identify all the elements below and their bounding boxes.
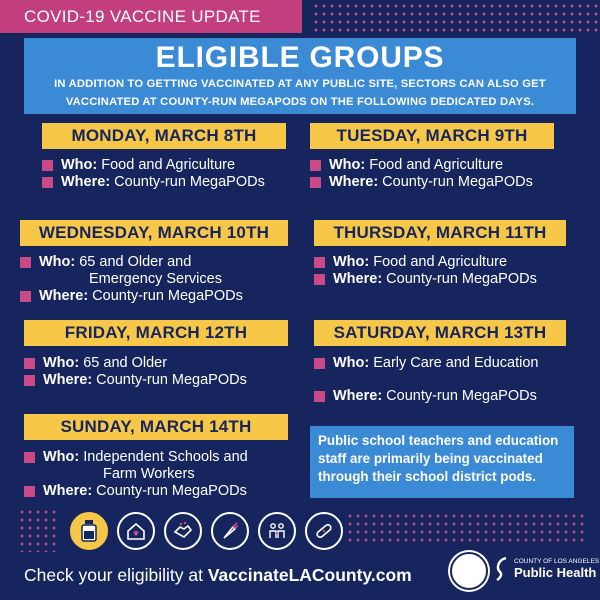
who-entry — [24, 355, 288, 372]
who-entry — [42, 157, 286, 174]
who-text: Who: Early Care and Education — [333, 355, 539, 371]
dot-pattern-top-right — [312, 2, 600, 34]
eligible-groups-banner — [24, 38, 576, 114]
county-seal-icon — [450, 552, 488, 590]
where-entry — [314, 271, 566, 288]
day-block-tuesday — [310, 123, 554, 191]
who-entry — [314, 355, 566, 372]
bullet-square-icon — [42, 177, 53, 188]
day-block-sunday — [24, 414, 288, 500]
bullet-square-icon — [20, 291, 31, 302]
day-block-thursday — [314, 220, 566, 288]
day-header: THURSDAY, MARCH 11TH — [314, 220, 566, 246]
bullet-square-icon — [20, 257, 31, 268]
carrot-icon — [211, 512, 249, 550]
where-entry — [24, 372, 288, 389]
day-block-monday — [42, 123, 286, 191]
vaccine-vial-icon — [70, 512, 108, 550]
home-heart-icon — [117, 512, 155, 550]
org-name-small: COUNTY OF LOS ANGELES — [514, 558, 600, 565]
day-block-saturday — [314, 320, 566, 405]
day-header: FRIDAY, MARCH 12TH — [24, 320, 288, 346]
who-text: Who: 65 and Older and Emergency Services — [39, 254, 222, 287]
public-health-logo — [494, 556, 599, 582]
page-title: ELIGIBLE GROUPS — [155, 41, 445, 74]
bullet-square-icon — [310, 160, 321, 171]
where-text: Where: County-run MegaPODs — [43, 372, 247, 388]
where-text: Where: County-run MegaPODs — [333, 388, 537, 404]
day-header: SATURDAY, MARCH 13TH — [314, 320, 566, 346]
bullet-square-icon — [314, 274, 325, 285]
where-text: Where: County-run MegaPODs — [39, 288, 243, 304]
who-text: Who: Food and Agriculture — [329, 157, 504, 173]
eligibility-link[interactable]: VaccinateLACounty.com — [207, 565, 412, 585]
who-text: Who: Food and Agriculture — [333, 254, 508, 270]
bandage-icon — [305, 512, 343, 550]
bullet-square-icon — [314, 391, 325, 402]
where-entry — [42, 174, 286, 191]
bullet-square-icon — [24, 452, 35, 463]
who-text: Who: 65 and Older — [43, 355, 168, 371]
day-header: TUESDAY, MARCH 9TH — [310, 123, 554, 149]
where-text: Where: County-run MegaPODs — [333, 271, 537, 287]
handshake-icon — [164, 512, 202, 550]
who-entry — [310, 157, 554, 174]
bullet-square-icon — [314, 257, 325, 268]
day-header: SUNDAY, MARCH 14TH — [24, 414, 288, 440]
bullet-square-icon — [24, 358, 35, 369]
day-header: MONDAY, MARCH 8TH — [42, 123, 286, 149]
bullet-square-icon — [42, 160, 53, 171]
who-text: Who: Food and Agriculture — [61, 157, 236, 173]
banner-subtitle-line-2: VACCINATED AT COUNTY-RUN MEGAPODS ON THE FOLLOWING DEDICATED DAYS. — [65, 96, 535, 108]
footer-eligibility-text: Check your eligibility at VaccinateLACounty.com — [24, 565, 412, 585]
family-icon — [258, 512, 296, 550]
who-text: Who: Independent Schools and Farm Workers — [43, 449, 248, 482]
where-entry — [20, 288, 288, 305]
dot-pattern-bottom-left — [18, 508, 58, 552]
bullet-square-icon — [24, 486, 35, 497]
public-health-mark-icon — [494, 556, 510, 582]
sector-icon-row — [70, 512, 343, 550]
teachers-info-box: Public school teachers and education staff are primarily being vaccinated through their school district pods. — [310, 426, 574, 498]
bullet-square-icon — [314, 358, 325, 369]
banner-subtitle-line-1: IN ADDITION TO GETTING VACCINATED AT ANY PUBLIC SITE, SECTORS CAN ALSO GET — [54, 78, 546, 90]
day-block-friday — [24, 320, 288, 389]
day-header: WEDNESDAY, MARCH 10TH — [20, 220, 288, 246]
update-tag: COVID-19 VACCINE UPDATE — [0, 0, 302, 33]
day-block-wednesday — [20, 220, 288, 305]
org-name-big: Public Health — [514, 565, 597, 580]
where-entry — [24, 483, 288, 500]
who-entry — [24, 449, 288, 483]
bullet-square-icon — [24, 375, 35, 386]
who-entry — [20, 254, 288, 288]
where-entry — [310, 174, 554, 191]
where-text: Where: County-run MegaPODs — [329, 174, 533, 190]
who-entry — [314, 254, 566, 271]
where-text: Where: County-run MegaPODs — [61, 174, 265, 190]
bullet-square-icon — [310, 177, 321, 188]
dot-pattern-bottom-right — [346, 512, 586, 546]
where-entry — [314, 388, 566, 405]
where-text: Where: County-run MegaPODs — [43, 483, 247, 499]
